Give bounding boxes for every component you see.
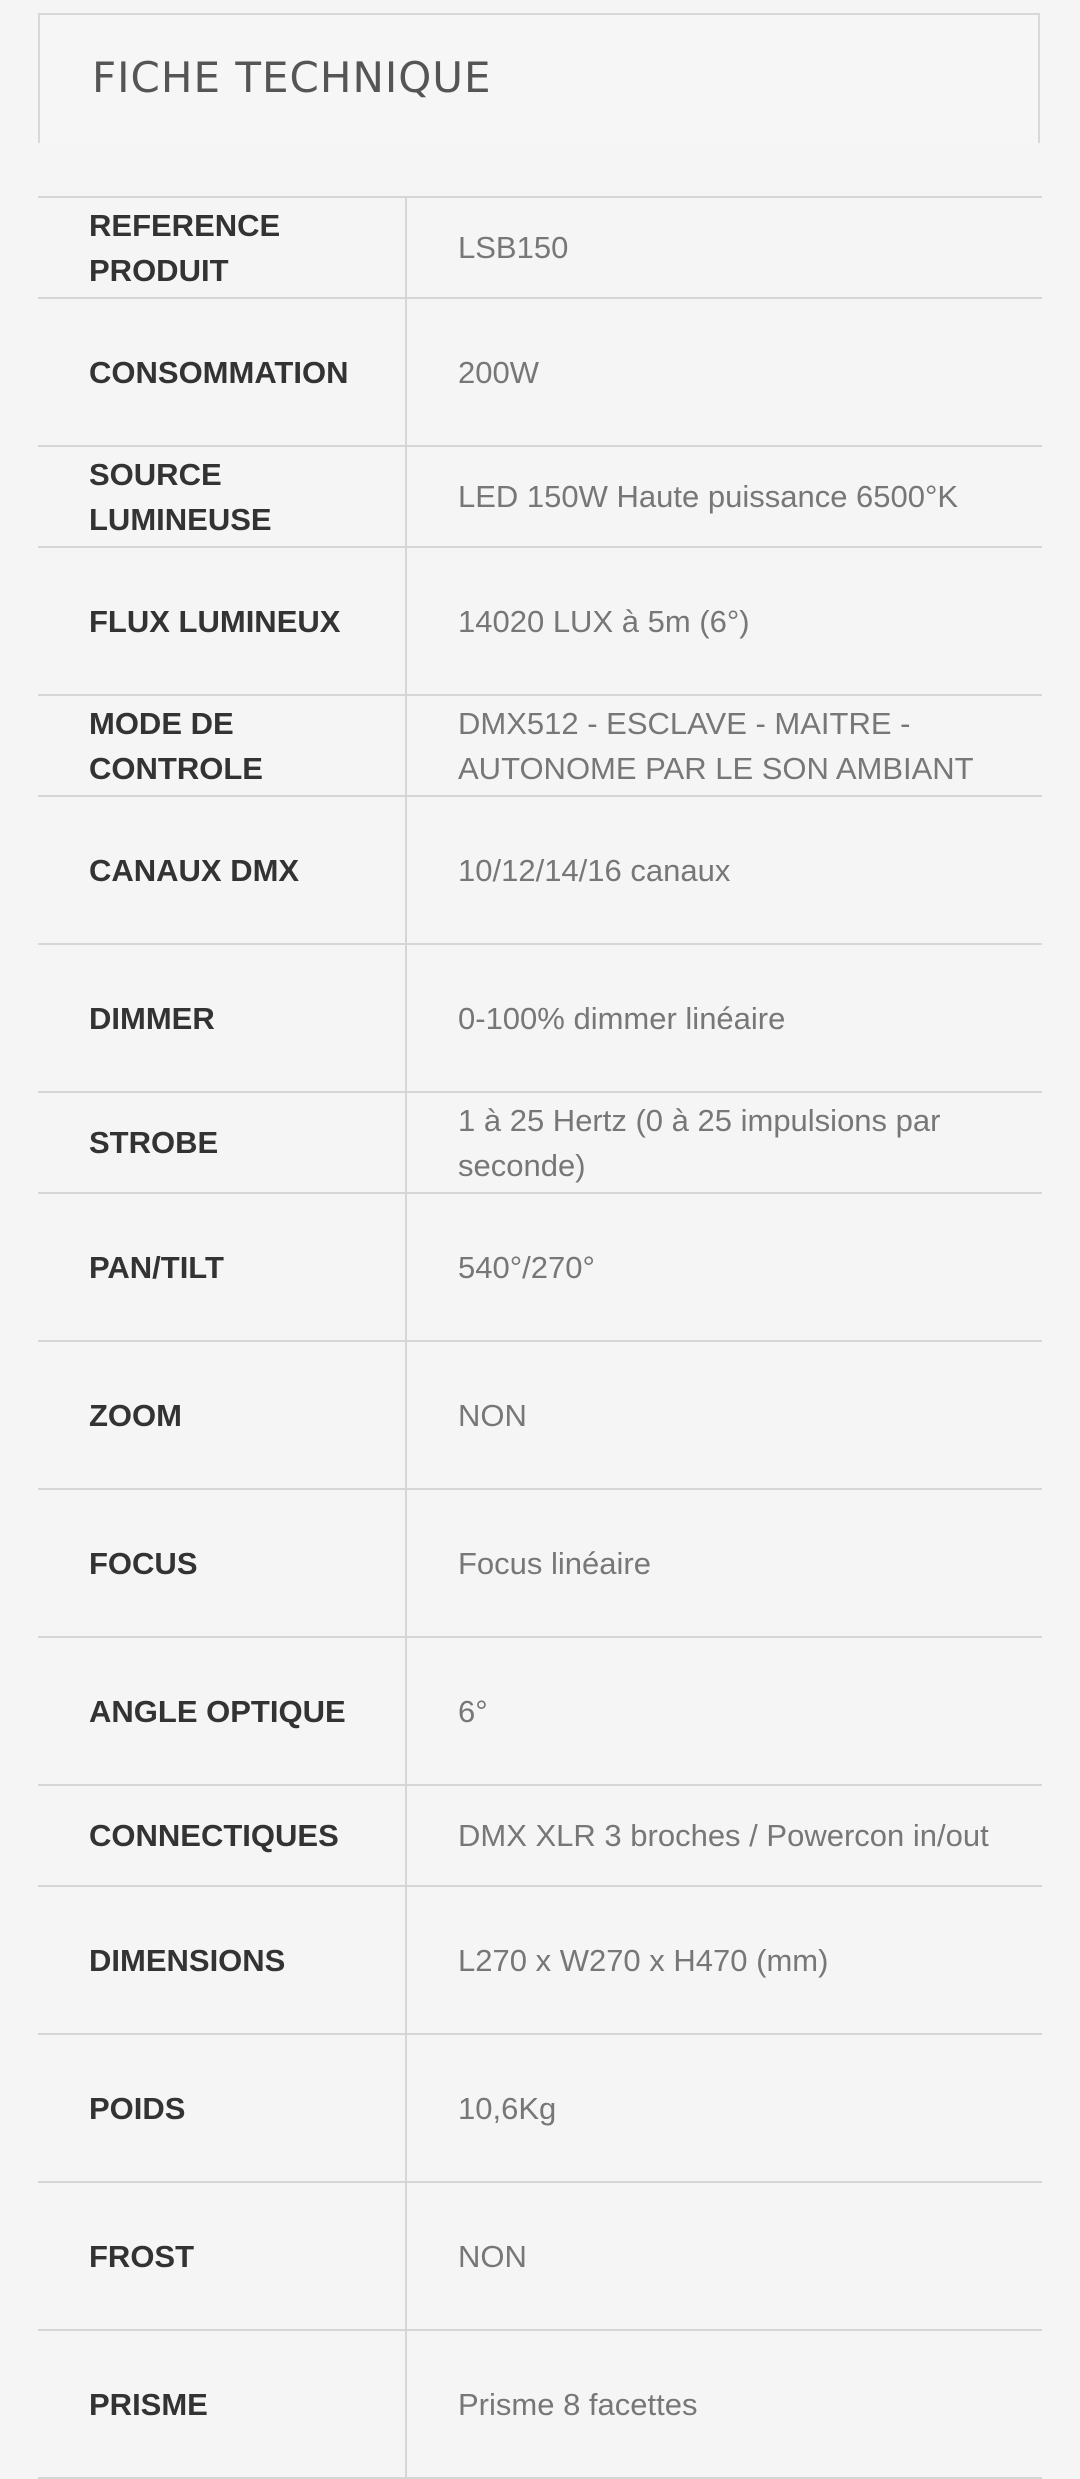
table-row <box>38 1886 1042 2034</box>
spec-value: 10/12/14/16 canaux <box>458 852 731 888</box>
spec-label: DIMENSIONS <box>38 1886 406 2034</box>
table-row <box>38 1785 1042 1886</box>
spec-label: FLUX LUMINEUX <box>38 547 406 695</box>
spec-value: 1 à 25 Hertz (0 à 25 impulsions par seconde) <box>458 1102 941 1183</box>
spec-label: ZOOM <box>38 1341 406 1489</box>
spec-value: DMX512 - ESCLAVE - MAITRE - AUTONOME PAR LE SON AMBIANT <box>458 705 974 786</box>
spec-value: Focus linéaire <box>458 1545 651 1581</box>
spec-value: LED 150W Haute puissance 6500°K <box>458 479 959 514</box>
table-row <box>38 1092 1042 1193</box>
spec-value: NON <box>458 1397 527 1433</box>
spec-label: CANAUX DMX <box>38 796 406 944</box>
spec-label: STROBE <box>38 1092 406 1193</box>
spec-label: POIDS <box>38 2034 406 2182</box>
spec-table <box>38 196 1042 2479</box>
table-row <box>38 1489 1042 1637</box>
spec-value: 14020 LUX à 5m (6°) <box>458 603 750 639</box>
spec-label: CONNECTIQUES <box>38 1785 406 1886</box>
spec-label: DIMMER <box>38 944 406 1092</box>
table-row <box>38 695 1042 796</box>
spec-label: PAN/TILT <box>38 1193 406 1341</box>
page-title: FICHE TECHNIQUE <box>92 53 492 102</box>
spec-value: Prisme 8 facettes <box>458 2386 698 2422</box>
spec-label: FROST <box>38 2182 406 2330</box>
spec-label: ANGLE OPTIQUE <box>38 1637 406 1785</box>
table-row <box>38 2034 1042 2182</box>
table-row <box>38 2182 1042 2330</box>
table-row <box>38 298 1042 446</box>
spec-value: NON <box>458 2238 527 2274</box>
spec-value: 200W <box>458 354 539 390</box>
spec-value: 6° <box>458 1693 488 1729</box>
spec-value: 540°/270° <box>458 1249 595 1285</box>
table-row <box>38 2330 1042 2478</box>
spec-value: DMX XLR 3 broches / Powercon in/out <box>458 1818 989 1853</box>
table-row <box>38 944 1042 1092</box>
spec-value: L270 x W270 x H470 (mm) <box>458 1942 829 1978</box>
spec-value: 10,6Kg <box>458 2090 557 2126</box>
table-row <box>38 1193 1042 1341</box>
spec-label: CONSOMMATION <box>38 298 406 446</box>
table-row <box>38 547 1042 695</box>
table-row <box>38 1341 1042 1489</box>
spec-label: REFERENCE PRODUIT <box>38 197 406 298</box>
spec-label: FOCUS <box>38 1489 406 1637</box>
table-row <box>38 197 1042 298</box>
spec-label: PRISME <box>38 2330 406 2478</box>
spec-label: SOURCE LUMINEUSE <box>38 446 406 547</box>
table-row <box>38 796 1042 944</box>
spec-sheet-header <box>38 13 1040 143</box>
spec-value: 0-100% dimmer linéaire <box>458 1000 786 1036</box>
table-row <box>38 1637 1042 1785</box>
table-row <box>38 446 1042 547</box>
spec-value: LSB150 <box>458 230 569 265</box>
spec-label: MODE DE CONTROLE <box>38 695 406 796</box>
